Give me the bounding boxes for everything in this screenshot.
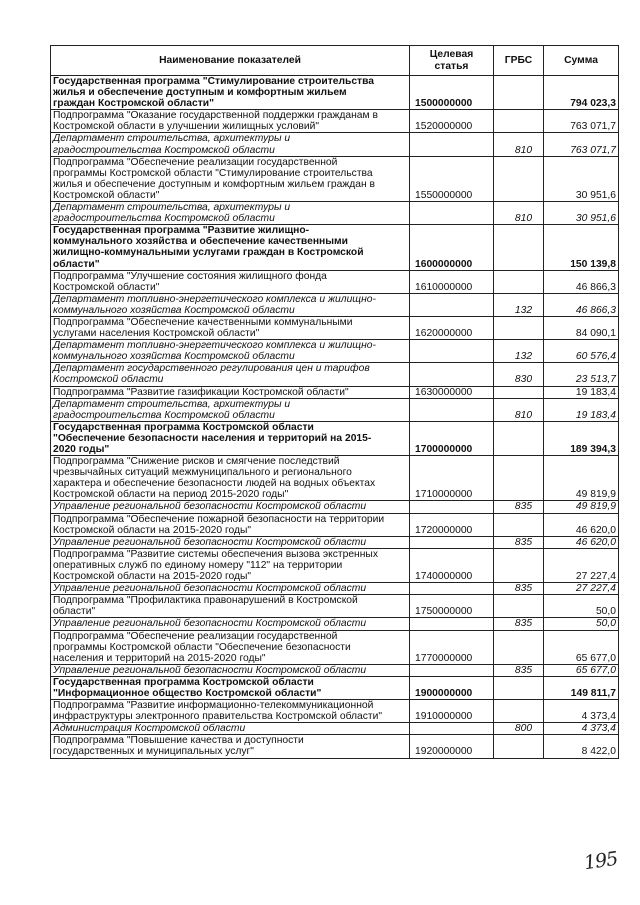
row-name: Подпрограмма "Развитие системы обеспечения вызова экстренных оперативных служб по единому номеру "112" на территории Костромской области на 2015-2020 годы": [51, 548, 410, 582]
department-row: [51, 536, 619, 548]
row-grbs: [494, 386, 544, 398]
row-name: Департамент топливно-энергетического комплекса и жилищно- коммунального хозяйства Костромской области: [51, 293, 410, 316]
row-sum: 46 620,0: [544, 536, 619, 548]
row-target-article: 1920000000: [410, 735, 494, 758]
row-name: Подпрограмма "Развитие информационно-телекоммуникационной инфраструктуры электронного правительства Костромской области": [51, 700, 410, 723]
row-sum: 65 677,0: [544, 630, 619, 664]
row-grbs: 800: [494, 723, 544, 735]
handwritten-page-number: 195: [582, 847, 619, 875]
row-name: Подпрограмма "Обеспечение реализации государственной программы Костромской области "Стимулирование строительства жилья и обеспечение доступным и комфортным жильем граждан в Костромской области": [51, 156, 410, 201]
table-header-row: [51, 46, 619, 76]
row-grbs: 835: [494, 664, 544, 676]
row-target-article: 1700000000: [410, 421, 494, 455]
row-sum: 27 227,4: [544, 583, 619, 595]
program-row: [51, 421, 619, 455]
subprogram-row: [51, 110, 619, 133]
row-sum: 84 090,1: [544, 316, 619, 339]
row-grbs: 835: [494, 618, 544, 630]
row-sum: 27 227,4: [544, 548, 619, 582]
row-grbs: [494, 76, 544, 110]
header-sum: Сумма: [544, 46, 619, 76]
row-sum: 65 677,0: [544, 664, 619, 676]
row-grbs: [494, 110, 544, 133]
row-target-article: [410, 133, 494, 156]
row-target-article: 1600000000: [410, 225, 494, 270]
row-target-article: 1770000000: [410, 630, 494, 664]
table-body: [51, 76, 619, 759]
row-grbs: [494, 595, 544, 618]
program-row: [51, 76, 619, 110]
row-name: Управление региональной безопасности Костромской области: [51, 536, 410, 548]
row-target-article: [410, 618, 494, 630]
row-sum: 4 373,4: [544, 723, 619, 735]
row-name: Государственная программа "Стимулирование строительства жилья и обеспечение доступным и комфортным жильем граждан Костромской области": [51, 76, 410, 110]
row-grbs: [494, 421, 544, 455]
row-target-article: 1630000000: [410, 386, 494, 398]
department-row: [51, 293, 619, 316]
subprogram-row: [51, 270, 619, 293]
row-target-article: 1520000000: [410, 110, 494, 133]
row-sum: 189 394,3: [544, 421, 619, 455]
row-grbs: [494, 156, 544, 201]
row-grbs: 835: [494, 501, 544, 513]
row-name: Управление региональной безопасности Костромской области: [51, 583, 410, 595]
row-name: Государственная программа Костромской области "Обеспечение безопасности населения и территорий на 2015- 2020 годы": [51, 421, 410, 455]
row-name: Подпрограмма "Оказание государственной поддержки гражданам в Костромской области в улучшении жилищных условий": [51, 110, 410, 133]
row-grbs: [494, 513, 544, 536]
subprogram-row: [51, 735, 619, 758]
row-grbs: 132: [494, 293, 544, 316]
row-target-article: [410, 501, 494, 513]
row-target-article: 1710000000: [410, 456, 494, 501]
row-sum: 30 951,6: [544, 202, 619, 225]
row-target-article: [410, 398, 494, 421]
row-grbs: [494, 316, 544, 339]
row-grbs: [494, 700, 544, 723]
row-grbs: [494, 735, 544, 758]
department-row: [51, 340, 619, 363]
row-sum: 50,0: [544, 618, 619, 630]
row-sum: 19 183,4: [544, 386, 619, 398]
row-target-article: 1550000000: [410, 156, 494, 201]
department-row: [51, 501, 619, 513]
row-sum: 60 576,4: [544, 340, 619, 363]
row-grbs: [494, 225, 544, 270]
row-target-article: 1500000000: [410, 76, 494, 110]
row-sum: 49 819,9: [544, 501, 619, 513]
row-grbs: 132: [494, 340, 544, 363]
row-name: Департамент строительства, архитектуры и градостроительства Костромской области: [51, 202, 410, 225]
department-row: [51, 398, 619, 421]
row-sum: 763 071,7: [544, 110, 619, 133]
department-row: [51, 723, 619, 735]
budget-table: [50, 45, 619, 759]
row-target-article: 1910000000: [410, 700, 494, 723]
row-sum: 150 139,8: [544, 225, 619, 270]
row-name: Управление региональной безопасности Костромской области: [51, 664, 410, 676]
row-name: Подпрограмма "Развитие газификации Костромской области": [51, 386, 410, 398]
department-row: [51, 133, 619, 156]
row-grbs: [494, 456, 544, 501]
row-grbs: [494, 630, 544, 664]
header-name: Наименование показателей: [51, 46, 410, 76]
row-name: Департамент строительства, архитектуры и градостроительства Костромской области: [51, 398, 410, 421]
row-target-article: 1620000000: [410, 316, 494, 339]
row-target-article: [410, 664, 494, 676]
row-target-article: [410, 293, 494, 316]
row-grbs: 830: [494, 363, 544, 386]
department-row: [51, 202, 619, 225]
row-sum: 23 513,7: [544, 363, 619, 386]
row-sum: 8 422,0: [544, 735, 619, 758]
row-sum: 763 071,7: [544, 133, 619, 156]
row-grbs: 810: [494, 133, 544, 156]
row-sum: 4 373,4: [544, 700, 619, 723]
row-sum: 49 819,9: [544, 456, 619, 501]
row-target-article: [410, 340, 494, 363]
row-target-article: [410, 723, 494, 735]
row-grbs: 835: [494, 583, 544, 595]
row-sum: 46 866,3: [544, 293, 619, 316]
row-name: Департамент топливно-энергетического комплекса и жилищно- коммунального хозяйства Костромской области: [51, 340, 410, 363]
row-target-article: [410, 583, 494, 595]
subprogram-row: [51, 316, 619, 339]
row-grbs: [494, 676, 544, 699]
subprogram-row: [51, 513, 619, 536]
row-sum: 30 951,6: [544, 156, 619, 201]
row-name: Департамент государственного регулирования цен и тарифов Костромской области: [51, 363, 410, 386]
subprogram-row: [51, 700, 619, 723]
row-name: Департамент строительства, архитектуры и градостроительства Костромской области: [51, 133, 410, 156]
row-sum: 46 620,0: [544, 513, 619, 536]
row-name: Подпрограмма "Обеспечение пожарной безопасности на территории Костромской области на 2015-2020 годы": [51, 513, 410, 536]
row-name: Подпрограмма "Обеспечение реализации государственной программы Костромской области "Обеспечение безопасности населения и территорий на 2015-2020 годы": [51, 630, 410, 664]
row-name: Подпрограмма "Улучшение состояния жилищного фонда Костромской области": [51, 270, 410, 293]
row-target-article: 1740000000: [410, 548, 494, 582]
row-name: Подпрограмма "Профилактика правонарушений в Костромской области": [51, 595, 410, 618]
row-sum: 149 811,7: [544, 676, 619, 699]
subprogram-row: [51, 456, 619, 501]
subprogram-row: [51, 630, 619, 664]
row-name: Государственная программа Костромской области "Информационное общество Костромской области": [51, 676, 410, 699]
row-name: Государственная программа "Развитие жилищно- коммунального хозяйства и обеспечение качественными жилищно-коммунальными услугами граждан в Костромской области": [51, 225, 410, 270]
row-grbs: 810: [494, 202, 544, 225]
header-code: Целевая статья: [410, 46, 494, 76]
program-row: [51, 225, 619, 270]
subprogram-row: [51, 156, 619, 201]
row-name: Подпрограмма "Снижение рисков и смягчение последствий чрезвычайных ситуаций межмуниципального и регионального характера и обеспечение безопасности людей на водных объектах Костромской области на период 2015-2020 годы": [51, 456, 410, 501]
header-grbs: ГРБС: [494, 46, 544, 76]
row-target-article: 1900000000: [410, 676, 494, 699]
row-grbs: [494, 548, 544, 582]
row-sum: 46 866,3: [544, 270, 619, 293]
row-target-article: 1610000000: [410, 270, 494, 293]
subprogram-row: [51, 386, 619, 398]
department-row: [51, 363, 619, 386]
department-row: [51, 664, 619, 676]
row-target-article: [410, 363, 494, 386]
row-sum: 50,0: [544, 595, 619, 618]
subprogram-row: [51, 595, 619, 618]
row-grbs: [494, 270, 544, 293]
row-sum: 794 023,3: [544, 76, 619, 110]
row-name: Подпрограмма "Повышение качества и доступности государственных и муниципальных услуг": [51, 735, 410, 758]
subprogram-row: [51, 548, 619, 582]
department-row: [51, 583, 619, 595]
row-target-article: [410, 202, 494, 225]
row-name: Подпрограмма "Обеспечение качественными коммунальными услугами населения Костромской области": [51, 316, 410, 339]
row-target-article: [410, 536, 494, 548]
row-target-article: 1750000000: [410, 595, 494, 618]
row-name: Управление региональной безопасности Костромской области: [51, 618, 410, 630]
department-row: [51, 618, 619, 630]
row-name: Администрация Костромской области: [51, 723, 410, 735]
program-row: [51, 676, 619, 699]
row-grbs: 835: [494, 536, 544, 548]
row-grbs: 810: [494, 398, 544, 421]
row-name: Управление региональной безопасности Костромской области: [51, 501, 410, 513]
row-target-article: 1720000000: [410, 513, 494, 536]
row-sum: 19 183,4: [544, 398, 619, 421]
